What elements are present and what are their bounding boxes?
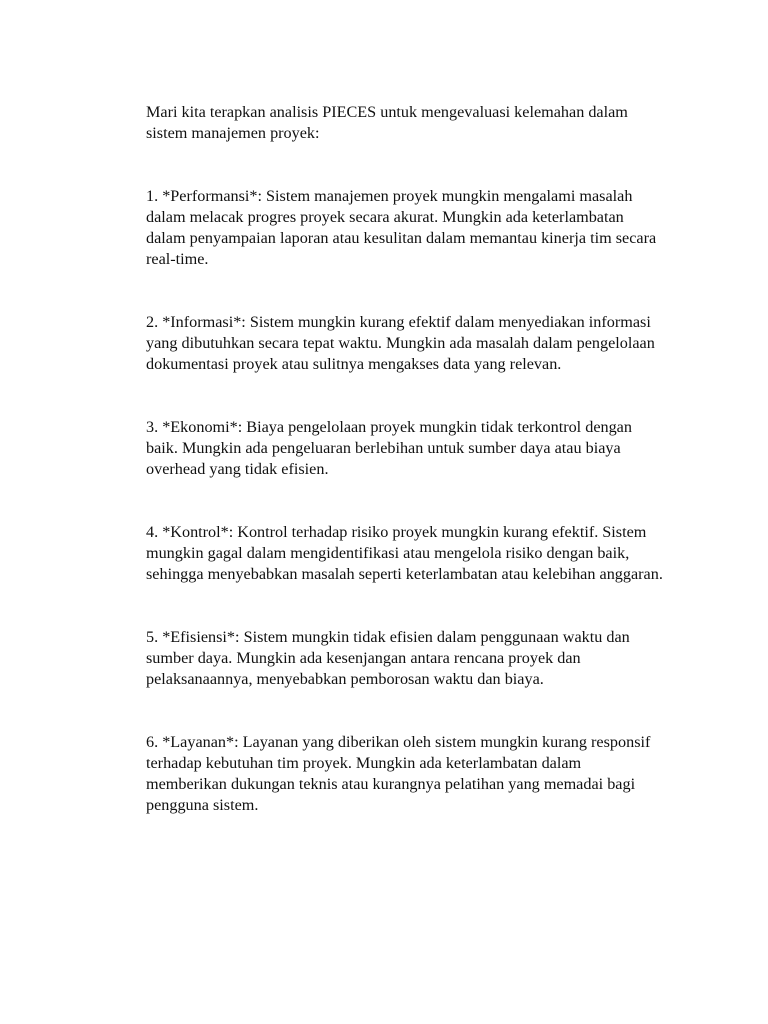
pieces-item-layanan: 6. *Layanan*: Layanan yang diberikan oleh sistem mungkin kurang responsif terhadap kebutuhan tim proyek. Mungkin ada keterlambatan dalam memberikan dukungan teknis atau kurangnya pelatihan yang memadai bagi pengguna sistem. xyxy=(146,733,651,814)
intro-paragraph: Mari kita terapkan analisis PIECES untuk mengevaluasi kelemahan dalam sistem manajemen proyek: xyxy=(146,103,628,142)
pieces-item-performansi: 1. *Performansi*: Sistem manajemen proyek mungkin mengalami masalah dalam melacak progres proyek secara akurat. Mungkin ada keterlambatan dalam penyampaian laporan atau kesulitan dalam memantau kinerja tim secara real-time. xyxy=(146,187,657,268)
pieces-item-informasi: 2. *Informasi*: Sistem mungkin kurang efektif dalam menyediakan informasi yang dibutuhkan secara tepat waktu. Mungkin ada masalah dalam pengelolaan dokumentasi proyek atau sulitnya mengakses data yang relevan. xyxy=(146,313,655,373)
pieces-item-ekonomi: 3. *Ekonomi*: Biaya pengelolaan proyek mungkin tidak terkontrol dengan baik. Mungkin ada pengeluaran berlebihan untuk sumber daya atau biaya overhead yang tidak efisien. xyxy=(146,418,632,478)
document-body xyxy=(146,102,666,816)
pieces-item-efisiensi: 5. *Efisiensi*: Sistem mungkin tidak efisien dalam penggunaan waktu dan sumber daya. Mungkin ada kesenjangan antara rencana proyek dan pelaksanaannya, menyebabkan pemborosan waktu dan biaya. xyxy=(146,628,630,688)
pieces-item-kontrol: 4. *Kontrol*: Kontrol terhadap risiko proyek mungkin kurang efektif. Sistem mungkin gagal dalam mengidentifikasi atau mengelola risiko dengan baik, sehingga menyebabkan masalah seperti keterlambatan atau kelebihan anggaran. xyxy=(146,523,663,583)
